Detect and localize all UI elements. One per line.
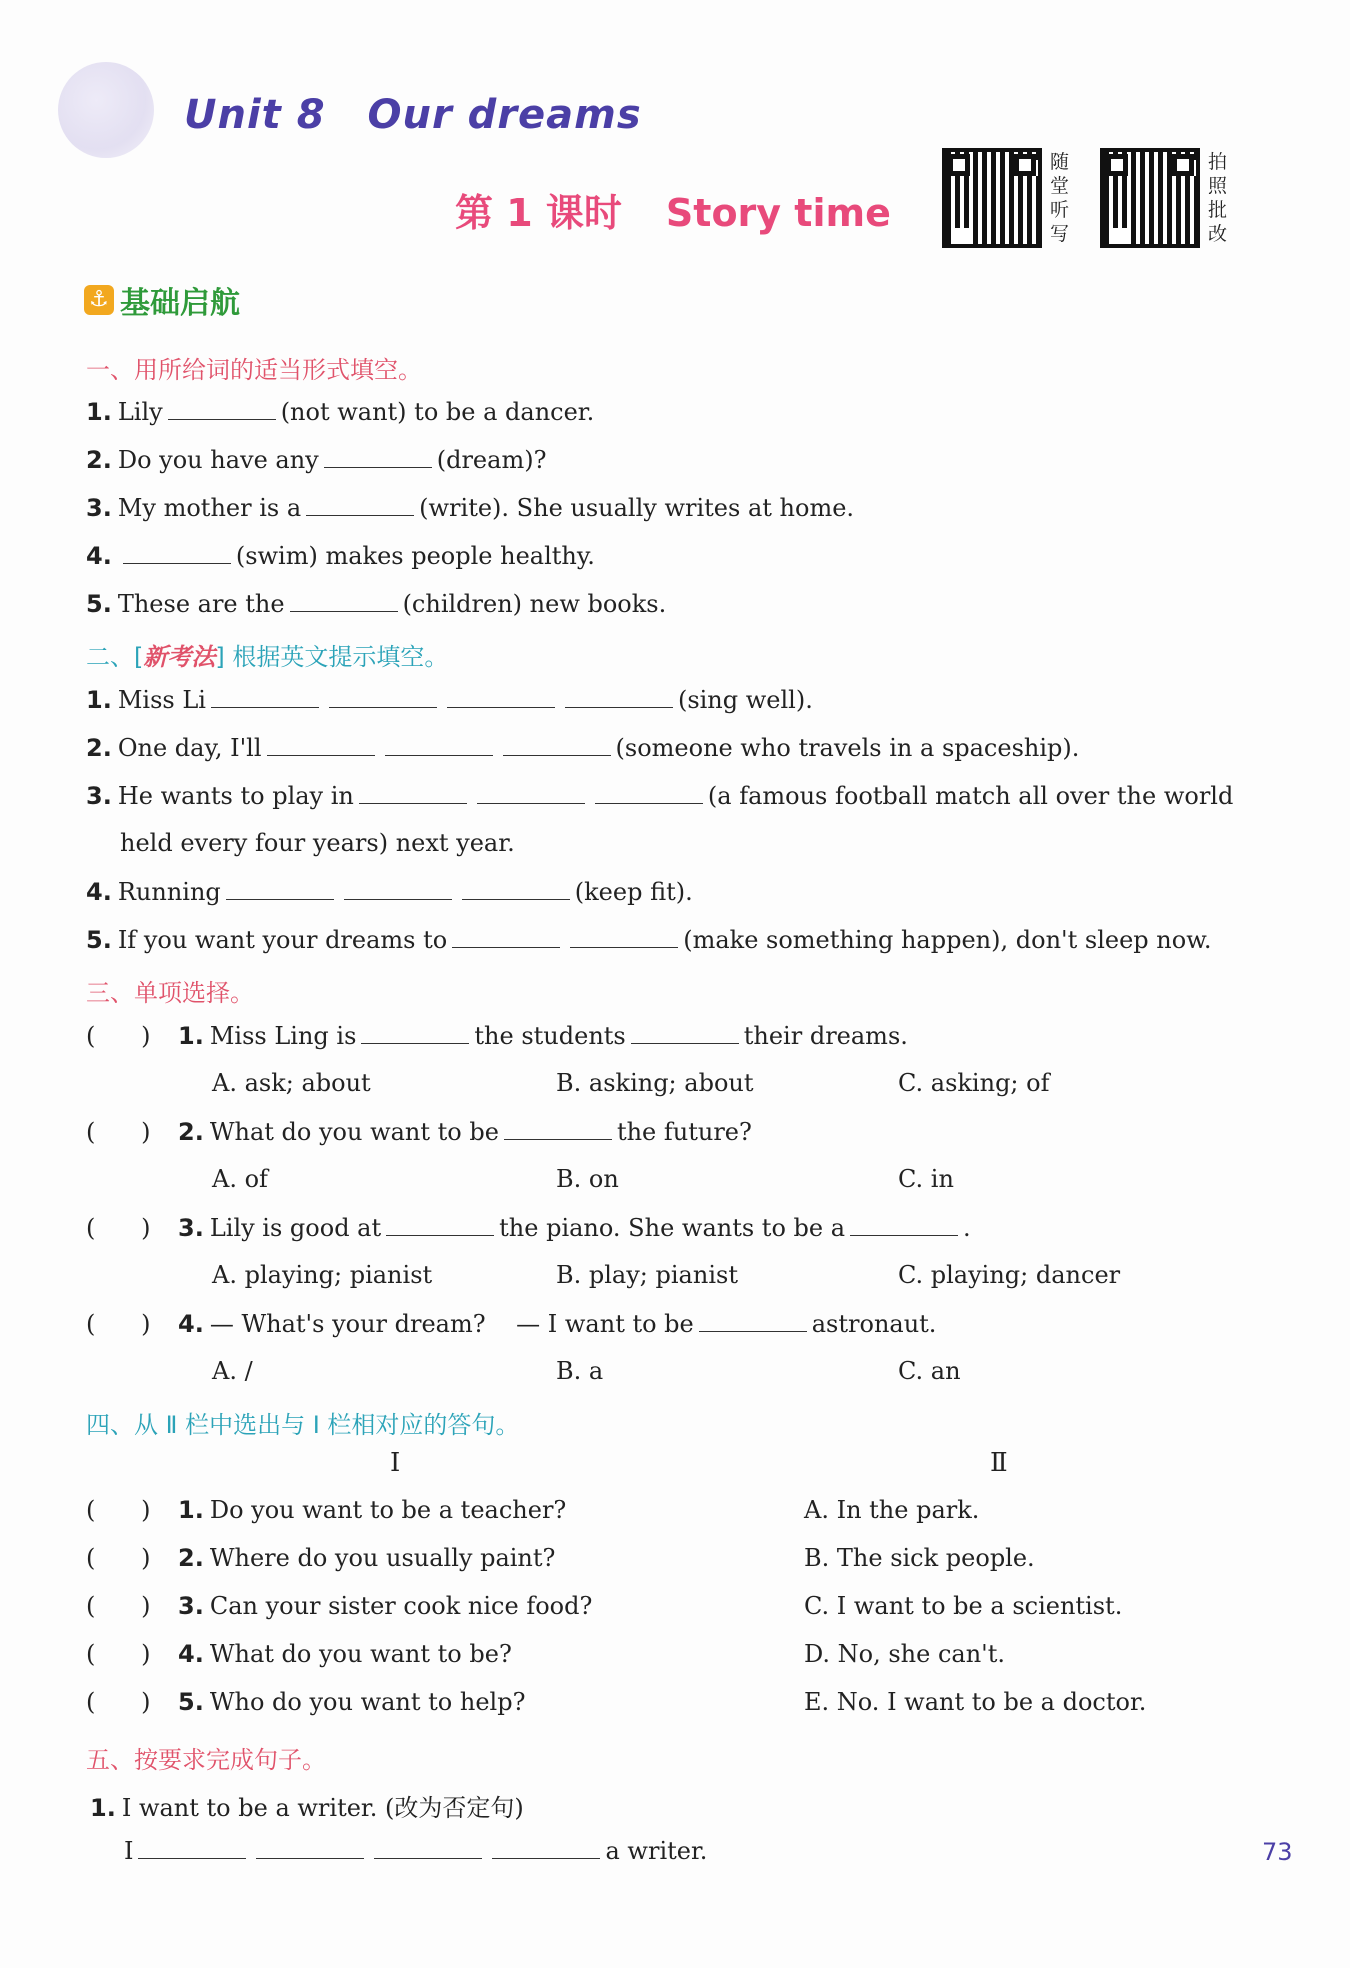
part3-question-3: ( ) 3. Lily is good at the piano. She wants to be a .	[86, 1214, 971, 1242]
answer-parentheses[interactable]: ( )	[86, 1688, 151, 1716]
answer-parentheses[interactable]: ( )	[86, 1496, 151, 1524]
part4-left-4: ( ) 4. What do you want to be?	[86, 1640, 512, 1668]
qr-label-photo-check: 拍照批改	[1208, 151, 1228, 245]
option-a[interactable]: A. playing; pianist	[212, 1261, 433, 1289]
answer-blank[interactable]	[168, 397, 276, 420]
part5-answer-1: I a writer.	[124, 1837, 708, 1865]
answer-parentheses[interactable]: ( )	[86, 1544, 151, 1572]
part1-item-1: 1. Lily (not want) to be a dancer.	[86, 398, 595, 426]
option-a[interactable]: A. /	[212, 1357, 253, 1385]
part1-item-4: 4. (swim) makes people healthy.	[86, 542, 595, 570]
answer-parentheses[interactable]: ( )	[86, 1592, 151, 1620]
lesson-number: 第 1 课时	[455, 191, 622, 235]
part4-right-d: D. No, she can't.	[804, 1640, 1006, 1668]
part2-heading: 二、[新考法] 根据英文提示填空。	[86, 643, 449, 671]
part2-item-2: 2. One day, I'll (someone who travels in a spaceship).	[86, 734, 1080, 762]
qr-label-dictation: 随堂听写	[1050, 151, 1070, 245]
option-a[interactable]: A. ask; about	[212, 1069, 371, 1097]
anchor-icon: ⚓	[84, 285, 114, 315]
answer-blank[interactable]	[226, 877, 334, 900]
part4-left-5: ( ) 5. Who do you want to help?	[86, 1688, 526, 1716]
answer-parentheses[interactable]: ( )	[86, 1640, 151, 1668]
option-c[interactable]: C. in	[898, 1165, 954, 1193]
answer-blank[interactable]	[211, 685, 319, 708]
answer-blank[interactable]	[595, 781, 703, 804]
answer-blank[interactable]	[631, 1021, 739, 1044]
answer-blank[interactable]	[504, 1117, 612, 1140]
qr-code-photo-check[interactable]	[1100, 148, 1200, 248]
part3-heading: 三、单项选择。	[86, 979, 254, 1007]
answer-blank[interactable]	[344, 877, 452, 900]
answer-blank[interactable]	[329, 685, 437, 708]
section-heading	[84, 278, 240, 322]
answer-blank[interactable]	[290, 589, 398, 612]
answer-blank[interactable]	[477, 781, 585, 804]
option-b[interactable]: B. play; pianist	[556, 1261, 738, 1289]
unit-name: Our dreams	[367, 92, 642, 138]
part4-right-c: C. I want to be a scientist.	[804, 1592, 1123, 1620]
part2-item-1: 1. Miss Li (sing well).	[86, 686, 813, 714]
answer-blank[interactable]	[256, 1836, 364, 1859]
answer-blank[interactable]	[123, 541, 231, 564]
answer-parentheses[interactable]: ( )	[86, 1214, 151, 1242]
part5-heading: 五、按要求完成句子。	[86, 1746, 326, 1774]
part2-item-3-continued: held every four years) next year.	[120, 829, 515, 857]
answer-blank[interactable]	[138, 1836, 246, 1859]
answer-blank[interactable]	[503, 733, 611, 756]
part3-question-4: ( ) 4. — What's your dream? — I want to be astronaut.	[86, 1310, 937, 1338]
answer-parentheses[interactable]: ( )	[86, 1118, 151, 1146]
answer-blank[interactable]	[267, 733, 375, 756]
part4-left-2: ( ) 2. Where do you usually paint?	[86, 1544, 556, 1572]
lesson-title	[455, 182, 891, 237]
moon-decoration	[58, 62, 154, 158]
answer-blank[interactable]	[452, 925, 560, 948]
answer-parentheses[interactable]: ( )	[86, 1310, 151, 1338]
answer-blank[interactable]	[324, 445, 432, 468]
answer-blank[interactable]	[447, 685, 555, 708]
part4-right-e: E. No. I want to be a doctor.	[804, 1688, 1147, 1716]
option-c[interactable]: C. an	[898, 1357, 961, 1385]
unit-title	[184, 92, 642, 138]
answer-blank[interactable]	[361, 1021, 469, 1044]
option-b[interactable]: B. asking; about	[556, 1069, 754, 1097]
part2-item-5: 5. If you want your dreams to (make something happen), don't sleep now.	[86, 926, 1212, 954]
column-1-heading: Ⅰ	[390, 1448, 401, 1478]
option-c[interactable]: C. asking; of	[898, 1069, 1050, 1097]
lesson-name: Story time	[665, 191, 891, 235]
part3-question-2: ( ) 2. What do you want to be the future?	[86, 1118, 752, 1146]
answer-blank[interactable]	[306, 493, 414, 516]
part4-right-a: A. In the park.	[804, 1496, 980, 1524]
part1-item-2: 2. Do you have any (dream)?	[86, 446, 547, 474]
section-title: 基础启航	[120, 286, 240, 321]
answer-blank[interactable]	[359, 781, 467, 804]
part5-question-1: 1. I want to be a writer. (改为否定句)	[90, 1794, 524, 1822]
answer-blank[interactable]	[462, 877, 570, 900]
option-a[interactable]: A. of	[212, 1165, 268, 1193]
qr-code-dictation[interactable]	[942, 148, 1042, 248]
part2-item-4: 4. Running (keep fit).	[86, 878, 693, 906]
new-test-tag: 新考法	[143, 643, 216, 671]
page-number: 73	[1262, 1838, 1293, 1866]
part3-question-1: ( ) 1. Miss Ling is the students their dreams.	[86, 1022, 908, 1050]
part1-item-5: 5. These are the (children) new books.	[86, 590, 667, 618]
answer-blank[interactable]	[492, 1836, 600, 1859]
part1-item-3: 3. My mother is a (write). She usually writes at home.	[86, 494, 855, 522]
part4-right-b: B. The sick people.	[804, 1544, 1035, 1572]
answer-blank[interactable]	[699, 1309, 807, 1332]
unit-number: Unit 8	[184, 92, 326, 138]
part4-heading: 四、从 Ⅱ 栏中选出与 Ⅰ 栏相对应的答句。	[86, 1411, 520, 1439]
part4-left-1: ( ) 1. Do you want to be a teacher?	[86, 1496, 567, 1524]
answer-blank[interactable]	[850, 1213, 958, 1236]
part2-item-3: 3. He wants to play in (a famous football match all over the world	[86, 782, 1234, 810]
option-c[interactable]: C. playing; dancer	[898, 1261, 1121, 1289]
option-b[interactable]: B. a	[556, 1357, 604, 1385]
part4-left-3: ( ) 3. Can your sister cook nice food?	[86, 1592, 593, 1620]
answer-blank[interactable]	[385, 733, 493, 756]
column-2-heading: Ⅱ	[990, 1448, 1008, 1478]
part1-heading: 一、用所给词的适当形式填空。	[86, 356, 422, 384]
option-b[interactable]: B. on	[556, 1165, 619, 1193]
answer-blank[interactable]	[386, 1213, 494, 1236]
answer-blank[interactable]	[374, 1836, 482, 1859]
answer-parentheses[interactable]: ( )	[86, 1022, 151, 1050]
answer-blank[interactable]	[565, 685, 673, 708]
answer-blank[interactable]	[570, 925, 678, 948]
